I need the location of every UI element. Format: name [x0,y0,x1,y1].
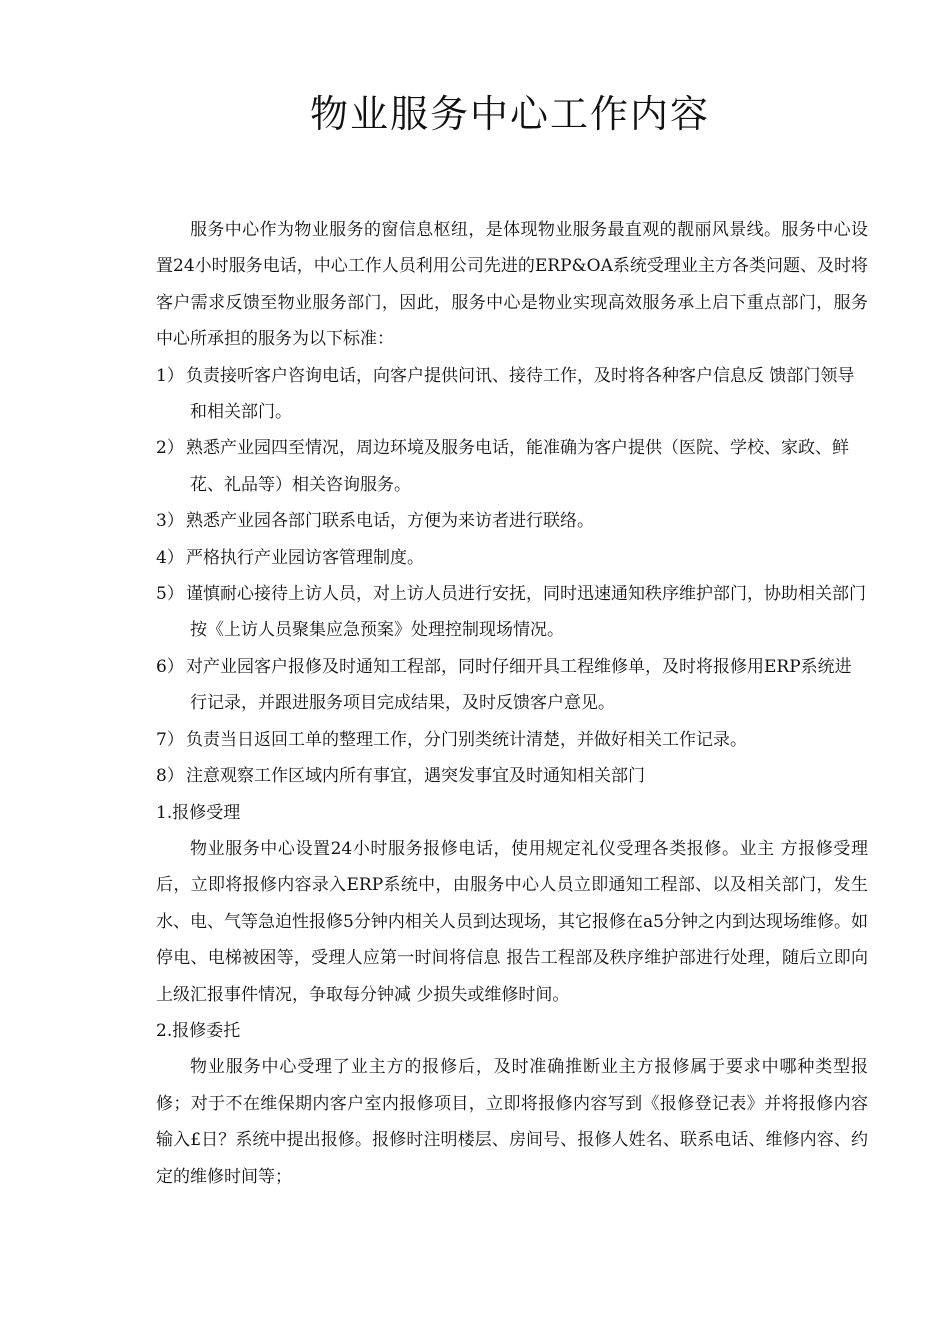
list-item-text: 对产业园客户报修及时通知工程部，同时仔细开具工程维修单，及时将报修用ERP系统进行记录，并跟进服务项目完成结果，及时反馈客户意见。 [186,656,852,714]
section-paragraph-repair-delegation: 物业服务中心受理了业主方的报修后，及时准确推断业主方报修属于要求中哪种类型报修；对于不在维保期内客户室内报修项目，立即将报修内容写到《报修登记表》并将报修内容输入£日？系统中提出报修。报修时注明楼层、房间号、报修人姓名、联系电话、维修内容、约定的维修时间等； [156,1057,868,1187]
document-body [156,212,868,1195]
list-item [156,430,868,503]
intro-paragraph: 服务中心作为物业服务的窗信息枢纽，是体现物业服务最直观的靓丽风景线。服务中心设置24小时服务电话，中心工作人员利用公司先进的ERP&OA系统受理业主方各类问题、及时将客户需求反馈至物业服务部门，因此，服务中心是物业实现高效服务承上启下重点部门，服务中心所承担的服务为以下标准： [156,220,868,350]
list-item-text: 负责接听客户咨询电话，向客户提供问讯、接待工作，及时将各种客户信息反 馈部门领导和相关部门。 [186,365,855,423]
list-item-number: 4） [156,547,184,568]
list-item-text: 严格执行产业园访客管理制度。 [186,547,424,568]
list-item-text: 熟悉产业园各部门联系电话，方便为来访者进行联络。 [186,511,594,532]
section-heading-repair-delegation: 2.报修委托 [156,1020,241,1041]
list-item-number: 7） [156,729,184,750]
list-item [156,649,868,722]
list-item [156,758,868,794]
list-item-number: 6） [156,656,184,677]
list-item-text: 负责当日返回工单的整理工作，分门别类统计清楚，并做好相关工作记录。 [186,729,747,750]
list-item [156,503,868,539]
list-item [156,576,868,649]
list-item-text: 注意观察工作区域内所有事宜，遇突发事宜及时通知相关部门 [186,766,645,787]
list-item-text: 熟悉产业园四至情况，周边环境及服务电话，能准确为客户提供（医院、学校、家政、鲜花、礼品等）相关咨询服务。 [186,438,849,495]
list-item-number: 5） [156,584,184,605]
list-item [156,722,868,758]
document-title: 物业服务中心工作内容 [309,92,710,136]
section-heading-repair-acceptance: 1.报修受理 [156,802,241,823]
list-item-number: 3） [156,511,184,532]
list-item-number: 8） [156,766,184,787]
section-paragraph-repair-acceptance: 物业服务中心设置24小时服务报修电话，使用规定礼仪受理各类报修。业主 方报修受理后，立即将报修内容录入ERP系统中，由服务中心人员立即通知工程部、以及相关部门，发生水、电、气等急迫性报修5分钟内相关人员到达现场，其它报修在a5分钟之内到达现场维修。如停电、电梯被困等，受理人应第一时间将信息 报告工程部及秩序维护部进行处理，随后立即向上级汇报事件情况，争取每分钟减 少损失或维修时间。 [156,838,868,1005]
list-item [156,358,868,431]
list-item [156,540,868,576]
list-item-number: 1） [156,365,184,386]
list-item-text: 谨慎耐心接待上访人员，对上访人员进行安抚，同时迅速通知秩序维护部门，协助相关部门按《上访人员聚集应急预案》处理控制现场情况。 [186,584,866,641]
list-item-number: 2） [156,438,184,459]
